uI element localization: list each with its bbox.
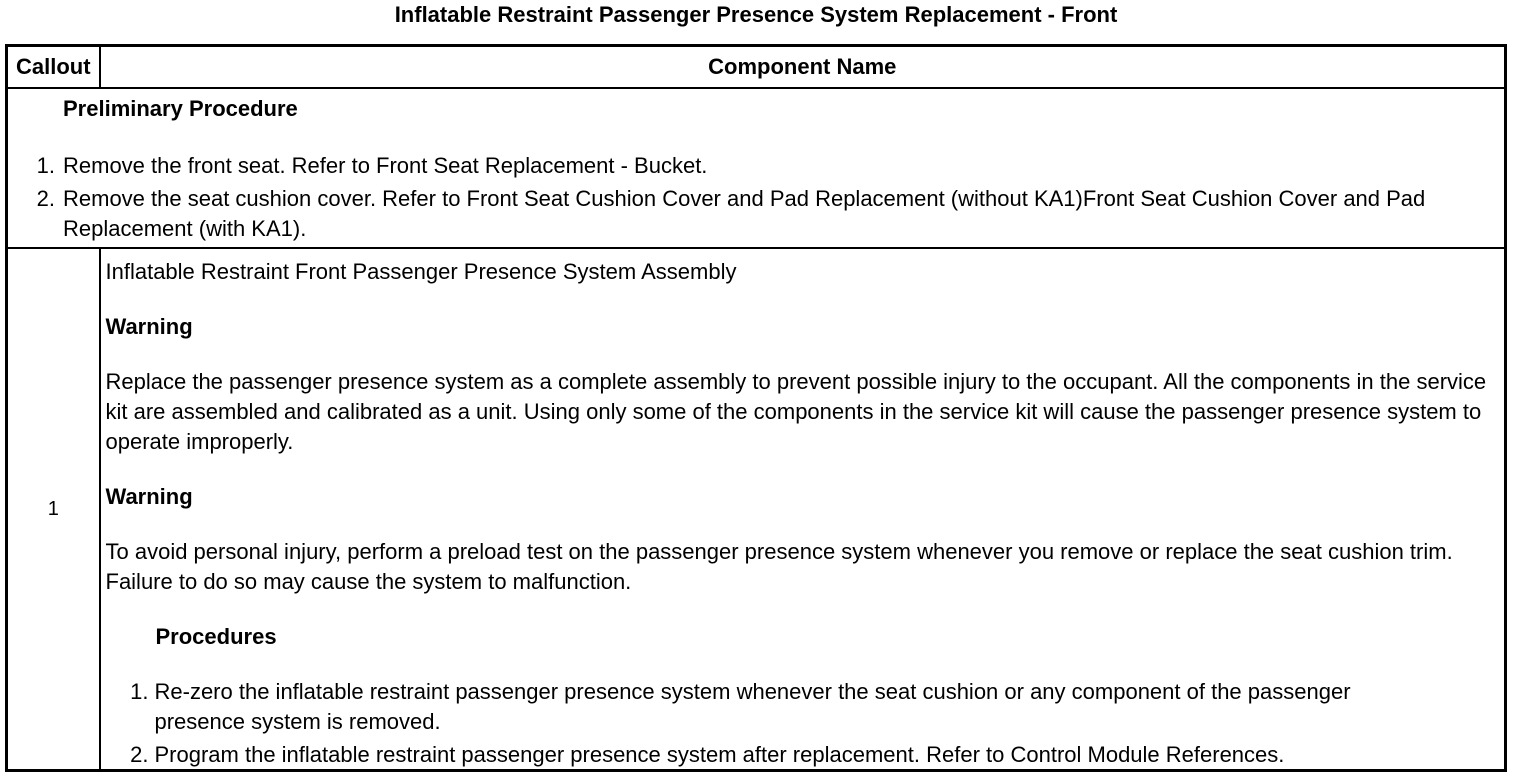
step-number: 2. [36, 186, 55, 211]
step-number: 1. [36, 153, 55, 178]
header-component-name: Component Name [100, 46, 1506, 89]
header-callout: Callout [7, 46, 100, 89]
table-row [7, 248, 1506, 771]
table-header-row [7, 46, 1506, 89]
document-title: Inflatable Restraint Passenger Presence System Replacement - Front [394, 2, 1118, 27]
preliminary-steps [8, 151, 1448, 247]
preliminary-row [7, 88, 1506, 248]
list-item [101, 677, 1445, 737]
procedures-heading: Procedures [155, 624, 277, 649]
step-number: 1. [130, 679, 149, 704]
component-cell [100, 248, 1506, 771]
callout-number: 1 [7, 248, 100, 771]
component-name: Inflatable Restraint Front Passenger Presence System Assembly [105, 259, 737, 284]
list-item [8, 151, 1448, 181]
warning-label: Warning [105, 314, 193, 339]
procedure-table [5, 44, 1507, 772]
list-item [8, 184, 1448, 244]
preliminary-heading: Preliminary Procedure [63, 96, 298, 121]
step-text: Remove the seat cushion cover. Refer to Front Seat Cushion Cover and Pad Replacement (without KA1)Front Seat Cushion Cover and Pad Replacement (with KA1). [63, 186, 1426, 241]
warning-text: Replace the passenger presence system as a complete assembly to prevent possible injury to the occupant. All the components in the service kit are assembled and calibrated as a unit. Using only some of the components in the service kit will cause the passenger presence system to operate improperly. [105, 369, 1487, 454]
list-item [101, 740, 1445, 770]
preliminary-cell [7, 88, 1506, 248]
procedure-steps [101, 677, 1445, 773]
step-text: Program the inflatable restraint passenger presence system after replacement. Refer to Control Module References. [154, 742, 1285, 767]
warning-text: To avoid personal injury, perform a preload test on the passenger presence system whenever you remove or replace the seat cushion trim. Failure to do so may cause the system to malfunction. [105, 539, 1453, 594]
step-text: Remove the front seat. Refer to Front Seat Replacement - Bucket. [63, 153, 708, 178]
warning-label: Warning [105, 484, 193, 509]
step-number: 2. [130, 742, 149, 767]
step-text: Re-zero the inflatable restraint passenger presence system whenever the seat cushion or any component of the passenger presence system is removed. [154, 679, 1351, 734]
